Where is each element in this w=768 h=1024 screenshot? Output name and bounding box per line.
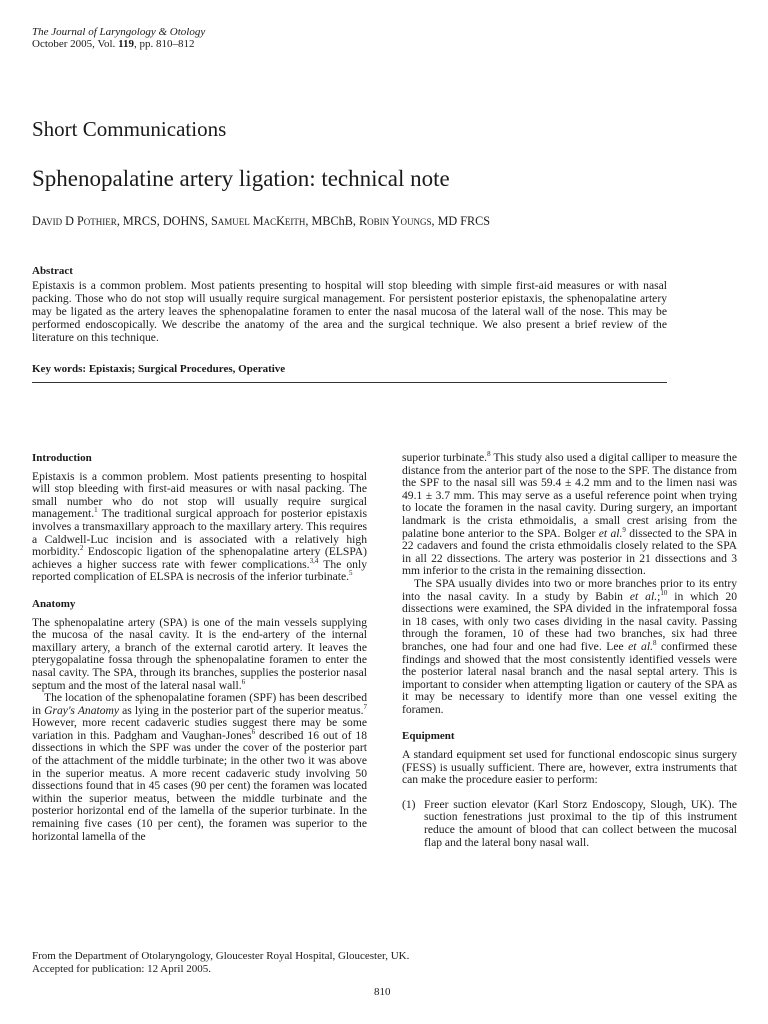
text-run: The location of the sphenopalatine foramen (SPF) has been described in	[32, 691, 367, 717]
citation: 9	[622, 525, 626, 534]
citation: 5	[349, 569, 353, 578]
citation: 8	[652, 639, 657, 648]
text-run: as lying in the posterior part of the superior meatus.	[119, 703, 364, 717]
anatomy-paragraph-continued	[402, 452, 737, 578]
text-run: described 16 out of 18 dissections in which the SPF was under the cover of the posterior part of the attachment of the middle turbinate; in the other two it was above in the superior meatus. A more recent cadaveric study involving 50 dissections found that in 45 cases (90 per cent) the foramen was located within the superior meatus, between the middle turbinate and the posterior horizontal end of the lamella of the superior turbinate. In the remaining five cases (10 per cent), the foramen was superior to the horizontal lamella of the	[32, 728, 367, 843]
citation: 7	[363, 702, 367, 711]
article-title: Sphenopalatine artery ligation: technical note	[32, 166, 450, 191]
et-al: et al.	[628, 639, 653, 653]
text-run: ;	[657, 589, 661, 603]
citation: 6	[251, 728, 256, 737]
introduction-heading: Introduction	[32, 452, 92, 464]
text-run: This study also used a digital calliper to measure the distance from the anterior part of the nose to the SPF. The distance from the SPF to the nasal sill was 59.4 ± 4.2 mm and to the limen nasi was 49.1 ± 3.7 mm. This may serve as a useful reference point when trying to locate the foramen in the nasal cavity. During surgery, an important landmark is the crista ethmoidalis, a small crest arising from the palatine bone anterior to the SPA. Bolger	[402, 451, 737, 540]
accepted-date: Accepted for publication: 12 April 2005.	[32, 962, 212, 975]
text-run: in which 20 dissections were examined, the SPA divided in the infratemporal fossa in 18 cases, with only two cases dividing in the nasal cavity. Passing through the foramen, 10 of these had two branches, six had three branches, one had four and one had five. Lee	[402, 589, 738, 653]
text-run: The SPA usually divides into two or more branches prior to its entry into the nasal cavity. In a study by Babin	[402, 576, 737, 603]
citation: 2	[79, 544, 84, 553]
divider	[32, 382, 667, 383]
anatomy-paragraph	[402, 578, 737, 717]
et-al: et al.	[629, 589, 658, 603]
text-run: superior turbinate.	[402, 451, 488, 464]
journal-header	[32, 26, 205, 50]
citation: 6	[241, 677, 246, 686]
text-run: The only reported complication of ELSPA is necrosis of the inferior turbinate.	[32, 557, 367, 584]
page-number: 810	[374, 986, 391, 998]
volume-number: 119	[118, 38, 134, 50]
citation: 3,4	[309, 556, 319, 565]
author-name: Robin Youngs	[358, 214, 432, 228]
spacer	[402, 716, 737, 730]
list-item	[402, 799, 737, 849]
text-run: However, more recent cadaveric studies suggest there may be some variation in this. Padgham and Vaughan-Jones	[32, 716, 367, 742]
page-range: , pp. 810–812	[133, 38, 195, 50]
abstract-heading: Abstract	[32, 265, 73, 277]
introduction-paragraph	[32, 471, 367, 584]
author-list	[32, 214, 490, 229]
affiliation: From the Department of Otolaryngology, Gloucester Royal Hospital, Gloucester, UK.	[32, 950, 410, 962]
list-number: (1)	[402, 797, 416, 811]
author-degrees: , MBChB,	[305, 214, 359, 228]
text-run: The traditional surgical approach for posterior epistaxis involves a transmaxillary approach to the maxillary artery. This requires a Caldwell-Luc incision and is associated with a relatively high morbidity.	[32, 507, 367, 559]
book-title: Gray's Anatomy	[44, 703, 120, 717]
equipment-paragraph: A standard equipment set used for functional endoscopic sinus surgery (FESS) is usually sufficient. There are, however, extra instruments that can make the procedure easier to perform:	[402, 748, 737, 787]
section-title: Short Communications	[32, 117, 227, 141]
journal-issue	[32, 38, 205, 50]
author-name: David D Pothier	[32, 214, 117, 228]
author-degrees: , MD FRCS	[431, 214, 491, 228]
citation: 1	[94, 506, 98, 515]
anatomy-paragraph	[32, 692, 367, 843]
text-run: The sphenopalatine artery (SPA) is one of the main vessels supplying the mucosa of the nasal cavity. It is the end-artery of the internal maxillary artery, a branch of the external carotid artery. It leaves the pterygopalatine fossa through the sphenopalatine foramen to enter the nasal cavity. The SPA, through its branches, supplies the posterior nasal septum and the most of the lateral nasal wall.	[32, 615, 367, 692]
text-run: confirmed these findings and showed that the most consistently identified vessels were the posterior lateral nasal branch and the nasal septal artery. This is important to consider when attempting ligation or cautery of the SPA as it may be necessary to identify more than one vessel exiting the foramen.	[402, 639, 737, 716]
equipment-heading: Equipment	[402, 730, 455, 743]
spacer	[32, 584, 367, 598]
journal-name: The Journal of Laryngology & Otology	[32, 26, 206, 38]
footer	[32, 950, 409, 975]
abstract-text: Epistaxis is a common problem. Most patients presenting to hospital will stop bleeding with simple first-aid measures or with nasal packing. Those who do not stop will usually require surgical management. For persistent posterior epistaxis, the sphenopalatine artery may be ligated as the artery leaves the sphenopalatine foramen to enter the nasal mucosa of the lateral wall of the nose. This may be performed endoscopically. We describe the anatomy of the area and the surgical technique. We also present a brief review of the literature on this technique.	[32, 279, 667, 345]
author-name: Samuel MacKeith	[210, 214, 306, 228]
text-run: Endoscopic ligation of the sphenopalatine artery (ELSPA) achieves a higher success rate with fewer complications.	[32, 545, 367, 571]
anatomy-paragraph	[32, 617, 367, 693]
citation: 10	[660, 588, 668, 597]
text-run: Epistaxis is a common problem. Most patients presenting to hospital will stop bleeding with first-aid measures or with nasal packing. The small number who do not stop will usually require surgical management.	[32, 469, 367, 521]
text-run: dissected to the SPA in 22 cadavers and found the crista ethmoidalis closely related to the SPA in all 22 dissections. The artery was posterior in 21 dissections and 3 mm inferior to the crista in the remaining dissection.	[402, 526, 737, 578]
et-al: et al.	[598, 526, 623, 540]
keywords: Key words: Epistaxis; Surgical Procedures, Operative	[32, 363, 286, 375]
author-degrees: , MRCS, DOHNS,	[116, 214, 211, 228]
left-column	[32, 452, 367, 843]
citation: 8	[487, 450, 491, 459]
right-column	[402, 452, 737, 849]
issue-prefix: October 2005, Vol.	[32, 38, 119, 50]
list-text: Freer suction elevator (Karl Storz Endoscopy, Slough, UK). The suction fenestrations just proximal to the tip of this instrument reduce the amount of blood that can collect between the mucosal flap and the lateral bony nasal wall.	[424, 797, 737, 849]
anatomy-heading: Anatomy	[32, 597, 76, 610]
